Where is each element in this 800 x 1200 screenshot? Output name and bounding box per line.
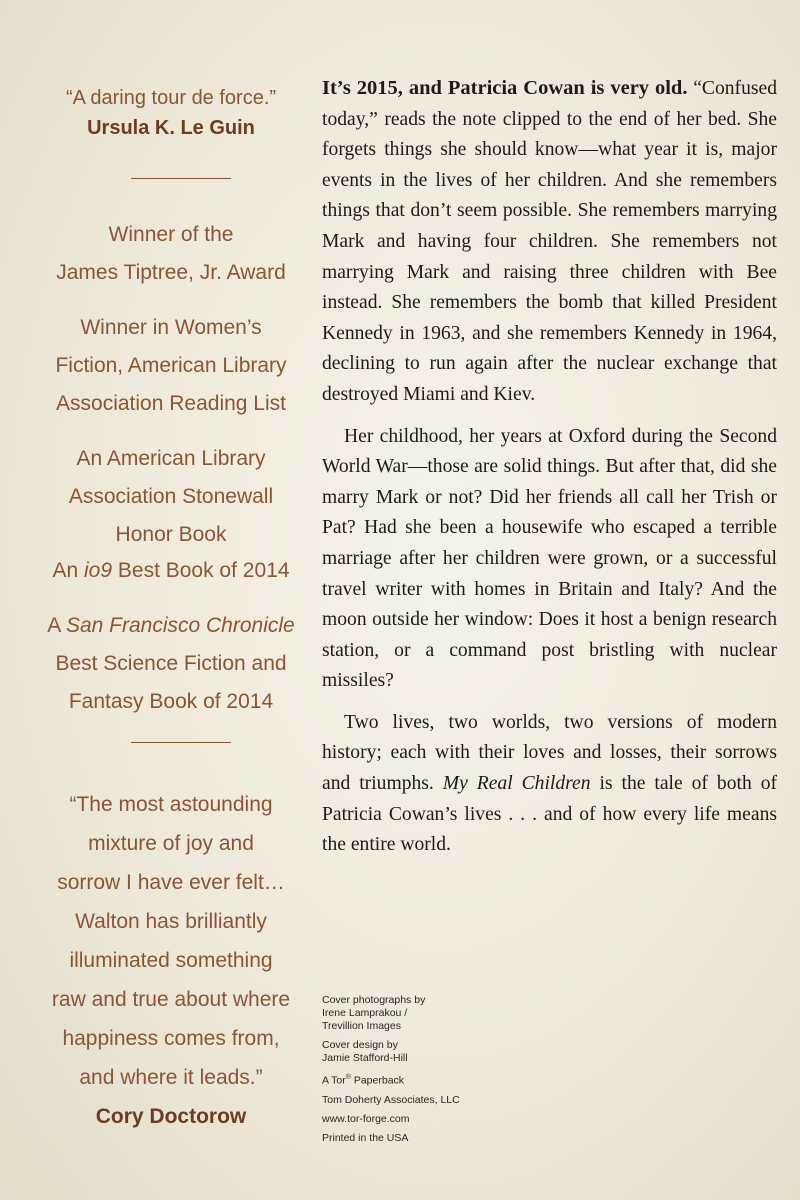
award-sf-chronicle <box>40 607 302 721</box>
award-line: Fiction, American Library <box>55 354 287 377</box>
registered-mark: ® <box>345 1074 351 1081</box>
blurb <box>322 73 777 872</box>
quote-line: raw and true about where <box>51 988 291 1011</box>
award-line: James Tiptree, Jr. Award <box>56 261 286 284</box>
quote-text: “A daring tour de force.” <box>65 87 277 109</box>
award-line: An American Library <box>76 447 266 470</box>
award-text-italic: San Francisco Chronicle <box>65 614 295 637</box>
quote-le-guin <box>40 83 302 143</box>
credit-line: Trevillion Images <box>322 1020 401 1032</box>
credit-line: Cover design by <box>322 1039 398 1051</box>
award-line: Winner of the <box>108 223 234 246</box>
award-ala-reading-list <box>40 309 302 423</box>
quote-author: Ursula K. Le Guin <box>87 117 255 139</box>
award-text: A <box>47 614 66 637</box>
award-text: Best Book of 2014 <box>112 559 290 582</box>
award-text-italic: io9 <box>84 559 113 582</box>
award-tiptree <box>40 216 302 292</box>
book-title: My Real Children <box>442 773 591 795</box>
award-line: Association Stonewall <box>68 485 274 508</box>
quote-author: Cory Doctorow <box>95 1105 247 1128</box>
credit-publisher: Tom Doherty Associates, LLC <box>322 1093 460 1106</box>
credit-paperback <box>322 1071 522 1088</box>
award-text: An <box>52 559 85 582</box>
blurb-paragraph-1 <box>322 73 777 411</box>
quote-line: mixture of joy and <box>88 832 254 855</box>
credit-website: www.tor-forge.com <box>322 1112 410 1125</box>
divider <box>131 742 231 743</box>
award-line: Honor Book <box>115 523 227 546</box>
blurb-lead: It’s 2015, and Patricia Cowan is very old. <box>322 77 688 99</box>
award-line: Best Science Fiction and <box>55 652 287 675</box>
award-line: Winner in Women’s <box>80 316 262 339</box>
quote-line: and where it leads.” <box>79 1066 263 1089</box>
credit-photo <box>322 994 522 1033</box>
blurb-paragraph-3 <box>322 708 777 861</box>
award-stonewall <box>40 440 302 554</box>
credit-design <box>322 1039 522 1065</box>
credit-line: Irene Lamprakou / <box>322 1007 408 1019</box>
credits <box>322 994 522 1151</box>
quote-line: illuminated something <box>69 949 273 972</box>
blurb-text: is the tale of both of Patricia Cowan’s lives . . . and of how every life means the entire world. <box>322 773 778 856</box>
blurb-paragraph-2: Her childhood, her years at Oxford during the Second World War—those are solid things. But after that, did she marry Mark or not? Did her friends all call her Trish or Pat? Had she been a housewife who escaped a terrible marriage after her children were grown, or a successful travel writer with homes in Britain and Italy? And the moon outside her window: Does it host a benign research station, or a command post bristling with nuclear missiles? <box>322 425 777 692</box>
quote-doctorow <box>40 785 302 1136</box>
blurb-text: Two lives, two worlds, two versions of modern history; each with their loves and losses, their sorrows and triumphs. <box>322 711 777 795</box>
award-line: Association Reading List <box>56 392 286 415</box>
credit-printed: Printed in the USA <box>322 1131 409 1144</box>
quote-line: “The most astounding <box>69 793 273 816</box>
credit-text: A Tor <box>322 1074 346 1087</box>
award-line: Fantasy Book of 2014 <box>68 690 274 713</box>
credit-text: Paperback <box>350 1074 405 1087</box>
credit-line: Cover photographs by <box>322 994 426 1006</box>
divider <box>131 178 231 179</box>
award-io9 <box>40 552 302 590</box>
blurb-text: “Confused today,” reads the note clipped to the end of her bed. She forgets things she should know—what year it is, major events in the lives of her children. And she remembers things that don’t seem possible. She remembers marrying Mark and having four children. She remembers not marrying Mark and raising three children with Bee instead. She remembers the bomb that killed President Kennedy in 1963, and she remembers Kennedy in 1964, declining to run again after the nuclear exchange that destroyed Miami and Kiev. <box>322 78 777 405</box>
credit-line: Jamie Stafford-Hill <box>322 1052 408 1064</box>
quote-line: happiness comes from, <box>62 1027 280 1050</box>
quote-line: Walton has brilliantly <box>75 910 267 933</box>
quote-line: sorrow I have ever felt… <box>57 871 285 894</box>
